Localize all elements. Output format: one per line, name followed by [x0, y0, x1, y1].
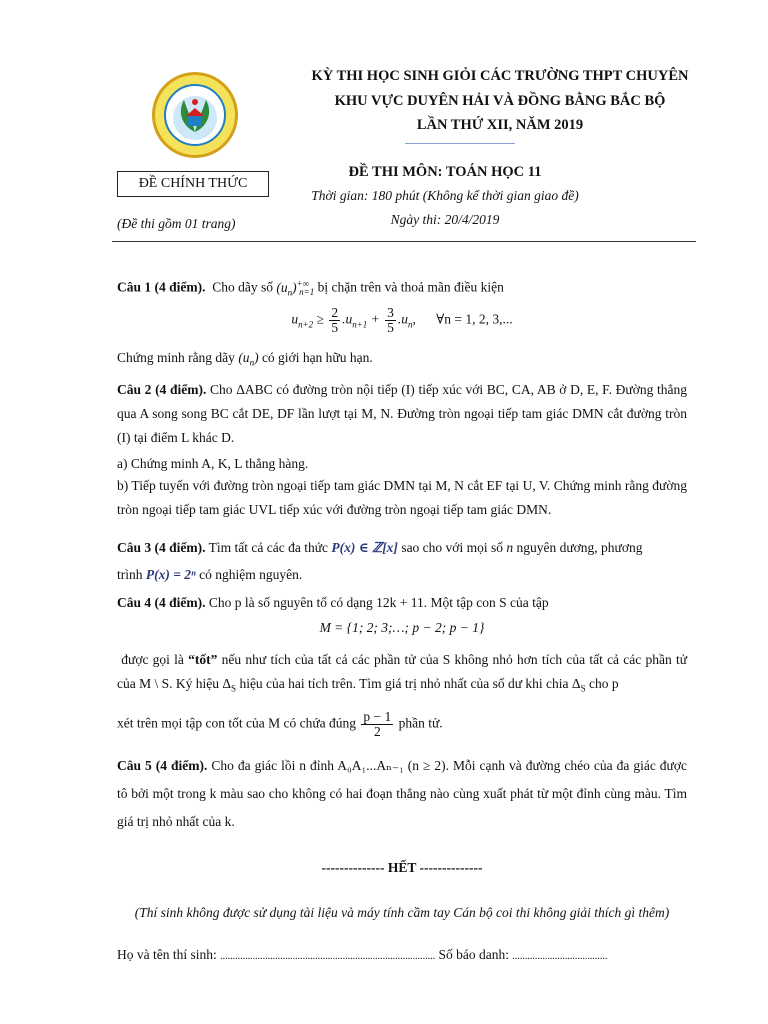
question-4-text-e: xét trên mọi tập con tốt của M có chứa đúng — [117, 715, 356, 731]
question-3 — [117, 536, 687, 560]
question-3-polynomial: P(x) ∈ ℤ[x] — [331, 540, 398, 555]
question-1-intro-b: bị chặn trên và thoả mãn điều kiện — [317, 279, 504, 295]
end-mark: -------------- HẾT -------------- — [321, 860, 483, 875]
question-2-body: Cho ΔABC có đường tròn nội tiếp (I) tiếp xúc với BC, CA, AB ở D, E, F. Đường thẳng qua A song song BC cắt DE, DF lần lượt tại M, N. Đường tròn ngoại tiếp tam giác DMN cắt đường tròn (I) tại điểm L khác D. — [117, 382, 688, 445]
school-emblem-icon — [150, 70, 240, 160]
official-badge: ĐỀ CHÍNH THỨC — [117, 171, 269, 197]
question-4-text-d: cho p — [589, 676, 619, 691]
question-1-conclusion: Chứng minh rằng dãy — [117, 350, 235, 365]
question-4-body: được gọi là “tốt” nếu như tích của tất cả các phần tử của S không nhỏ hơn tích của tất cả các phần tử của M \ S. Ký hiệu $\Delta_S$ hiệu của hai tích trên. Tìm giá trị nhỏ nhất của số dư khi chia $\Delta_S$ cho p — [117, 652, 688, 694]
question-1-label: Câu 1 (4 điểm). — [117, 279, 206, 295]
question-2 — [117, 378, 687, 450]
question-4-intro: Cho p là số nguyên tố có dạng 12k + 11. Một tập con S của tập — [208, 595, 549, 610]
question-4-frac-den: 2 — [373, 724, 381, 739]
question-4-text-a: được gọi là — [121, 652, 184, 667]
question-4-text-c: hiệu của hai tích trên. Tìm giá trị nhỏ nhất của số dư khi chia Δ — [239, 676, 581, 691]
candidate-info — [117, 943, 687, 969]
question-3-text-d: trình — [117, 567, 143, 582]
exam-rules-note: (Thí sinh không được sử dụng tài liệu và máy tính cầm tay Cán bộ coi thi không giải thích gì thêm) — [134, 905, 670, 920]
question-1-formula: $u_{n+2}$ ≥ $\frac{2}{5}$ $.u_{n+1}$ + $\frac{3}{5}$ $.u_n$, ∀n = 1, 2, 3,... — [291, 305, 513, 335]
exam-date: Ngày thi: 20/4/2019 — [390, 212, 500, 227]
question-1-intro: Cho dãy số — [212, 279, 273, 295]
question-2-label: Câu 2 (4 điểm). — [117, 382, 207, 397]
header-underline — [405, 143, 515, 144]
exam-duration: Thời gian: 180 phút (Không kể thời gian giao đề) — [311, 188, 579, 203]
question-5-label: Câu 5 (4 điểm). — [117, 758, 208, 773]
question-5-body: Cho đa giác lồi n đỉnh A₀A₁...Aₙ₋₁ (n ≥ 2). Mỗi cạnh và đường chéo của đa giác được tô bởi một trong k màu sao cho không có hai đoạn thẳng nào cùng xuất phát từ một đỉnh cùng màu. Tìm giá trị nhỏ nhất của k. — [117, 758, 688, 829]
question-2-part-b: b) Tiếp tuyến với đường tròn ngoại tiếp tam giác DMN tại M, N cắt EF tại U, V. Chứng minh rằng đường tròn ngoại tiếp tam giác UVL tiếp xúc với đường tròn ngoại tiếp tam giác DMN. — [117, 478, 687, 517]
question-3-n: n — [506, 540, 514, 555]
question-1-task: Chứng minh rằng dãy $(u_n)$ có giới hạn hữu hạn. — [117, 350, 373, 368]
question-3-text-a: Tìm tất cả các đa thức — [208, 540, 329, 555]
question-4-sub-s: S — [231, 683, 237, 694]
question-3-equation: P(x) = 2ⁿ — [145, 567, 196, 582]
exam-title-line2: KHU VỰC DUYÊN HẢI VÀ ĐỒNG BẰNG BẮC BỘ — [334, 93, 666, 109]
question-4-line3 — [117, 710, 687, 739]
question-3-line2 — [117, 563, 687, 587]
question-3-text-e: có nghiệm nguyên. — [199, 567, 303, 582]
header-divider — [112, 241, 696, 242]
question-4-frac-num: p − 1 — [363, 709, 392, 724]
exam-title-line3: LẦN THỨ XII, NĂM 2019 — [416, 117, 584, 133]
question-4-text-b: nếu như tích của tất cả các phần tử của S không nhỏ hơn tích của tất cả các phần tử của M \ S. Ký hiệu Δ — [117, 652, 688, 691]
question-1-conclusion-b: có giới hạn hữu hạn. — [261, 350, 373, 365]
question-4 — [117, 591, 687, 615]
question-3-label: Câu 3 (4 điểm). — [117, 540, 206, 555]
question-3-text-c: nguyên dương, phương — [516, 540, 643, 555]
question-5 — [117, 752, 687, 836]
candidate-name-field: ...................................................................................... — [220, 951, 436, 962]
subject-title: ĐỀ THI MÔN: TOÁN HỌC 11 — [348, 164, 542, 180]
candidate-id-label: Số báo danh: — [438, 947, 509, 962]
exam-title-line1: KỲ THI HỌC SINH GIỎI CÁC TRƯỜNG THPT CHUYÊN — [311, 68, 689, 84]
question-4-set: M = {1; 2; 3;…; p − 2; p − 1} — [319, 620, 485, 635]
question-1: Câu 1 (4 điểm). Cho dãy số $(u_n)^{+\infty}_{n=1}$ bị chặn trên và thoả mãn điều kiện — [117, 278, 504, 298]
question-1-condition: ∀n = 1, 2, 3,... — [436, 311, 513, 327]
question-2-part-a: a) Chứng minh A, K, L thẳng hàng. — [117, 456, 309, 471]
candidate-id-field: ...................................... — [512, 951, 608, 962]
question-4-good: “tốt” — [188, 652, 218, 667]
question-4-text-f: phần tử. — [398, 715, 443, 731]
page-count-note: (Đề thi gồm 01 trang) — [117, 216, 236, 231]
question-4-label: Câu 4 (4 điểm). — [117, 595, 206, 610]
question-3-text-b: sao cho với mọi số — [401, 540, 503, 555]
candidate-name-label: Họ và tên thí sinh: — [117, 947, 217, 962]
